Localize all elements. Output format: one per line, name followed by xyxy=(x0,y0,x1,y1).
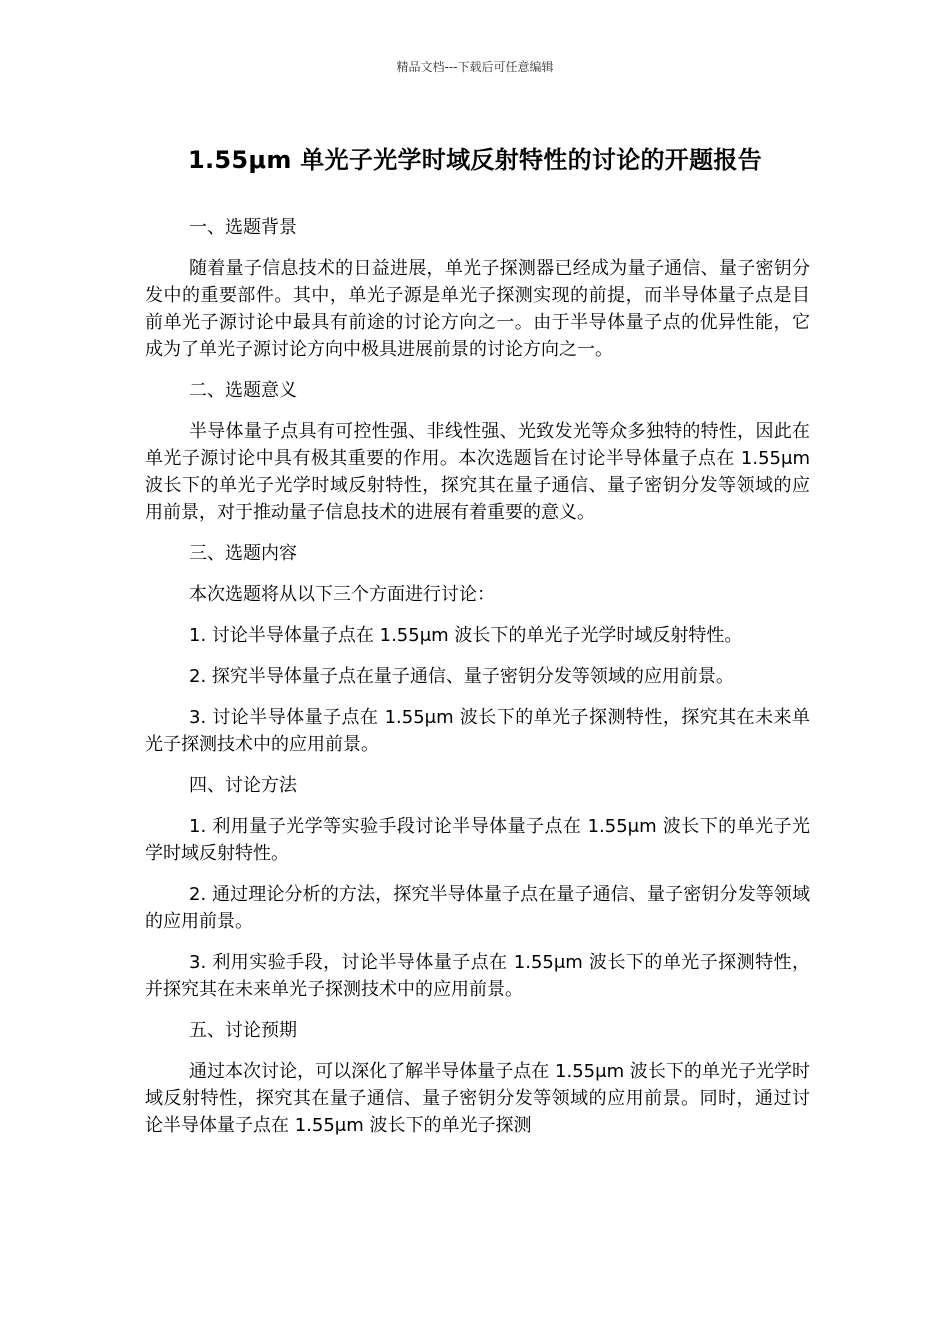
section-heading: 一、选题背景 xyxy=(189,217,297,238)
list-item: 3. 利用实验手段，讨论半导体量子点在 1.55μm 波长下的单光子探测特性，并探究其在未来单光子探测技术中的应用前景。 xyxy=(145,952,810,1000)
list-item: 1. 讨论半导体量子点在 1.55μm 波长下的单光子光学时域反射特性。 xyxy=(189,625,743,646)
paragraph: 本次选题将从以下三个方面进行讨论： xyxy=(189,584,495,605)
section-heading: 三、选题内容 xyxy=(189,543,297,564)
document-body xyxy=(145,214,810,1153)
section-heading: 二、选题意义 xyxy=(189,380,297,401)
document-title: 1.55μm 单光子光学时域反射特性的讨论的开题报告 xyxy=(187,146,763,174)
paragraph: 半导体量子点具有可控性强、非线性强、光致发光等众多独特的特性，因此在单光子源讨论中具有极其重要的作用。本次选题旨在讨论半导体量子点在 1.55μm 波长下的单光子光学时域反射特性，探究其在量子通信、量子密钥分发等领域的应用前景，对于推动量子信息技术的进展有着重要的意义。 xyxy=(145,421,810,523)
header-note: 精品文档---下载后可任意编辑 xyxy=(396,60,554,74)
paragraph: 随着量子信息技术的日益进展，单光子探测器已经成为量子通信、量子密钥分发中的重要部件。其中，单光子源是单光子探测实现的前提，而半导体量子点是目前单光子源讨论中最具有前途的讨论方向之一。由于半导体量子点的优异性能，它成为了单光子源讨论方向中极具进展前景的讨论方向之一。 xyxy=(145,258,810,360)
paragraph: 通过本次讨论，可以深化了解半导体量子点在 1.55μm 波长下的单光子光学时域反射特性，探究其在量子通信、量子密钥分发等领域的应用前景。同时，通过讨论半导体量子点在 1.55μm 波长下的单光子探测 xyxy=(145,1061,810,1136)
section-heading: 四、讨论方法 xyxy=(189,775,297,796)
list-item: 2. 通过理论分析的方法，探究半导体量子点在量子通信、量子密钥分发等领域的应用前景。 xyxy=(145,884,810,932)
list-item: 2. 探究半导体量子点在量子通信、量子密钥分发等领域的应用前景。 xyxy=(189,666,734,687)
list-item: 1. 利用量子光学等实验手段讨论半导体量子点在 1.55μm 波长下的单光子光学时域反射特性。 xyxy=(145,816,810,864)
list-item: 3. 讨论半导体量子点在 1.55μm 波长下的单光子探测特性，探究其在未来单光子探测技术中的应用前景。 xyxy=(145,707,810,755)
section-heading: 五、讨论预期 xyxy=(189,1020,297,1041)
